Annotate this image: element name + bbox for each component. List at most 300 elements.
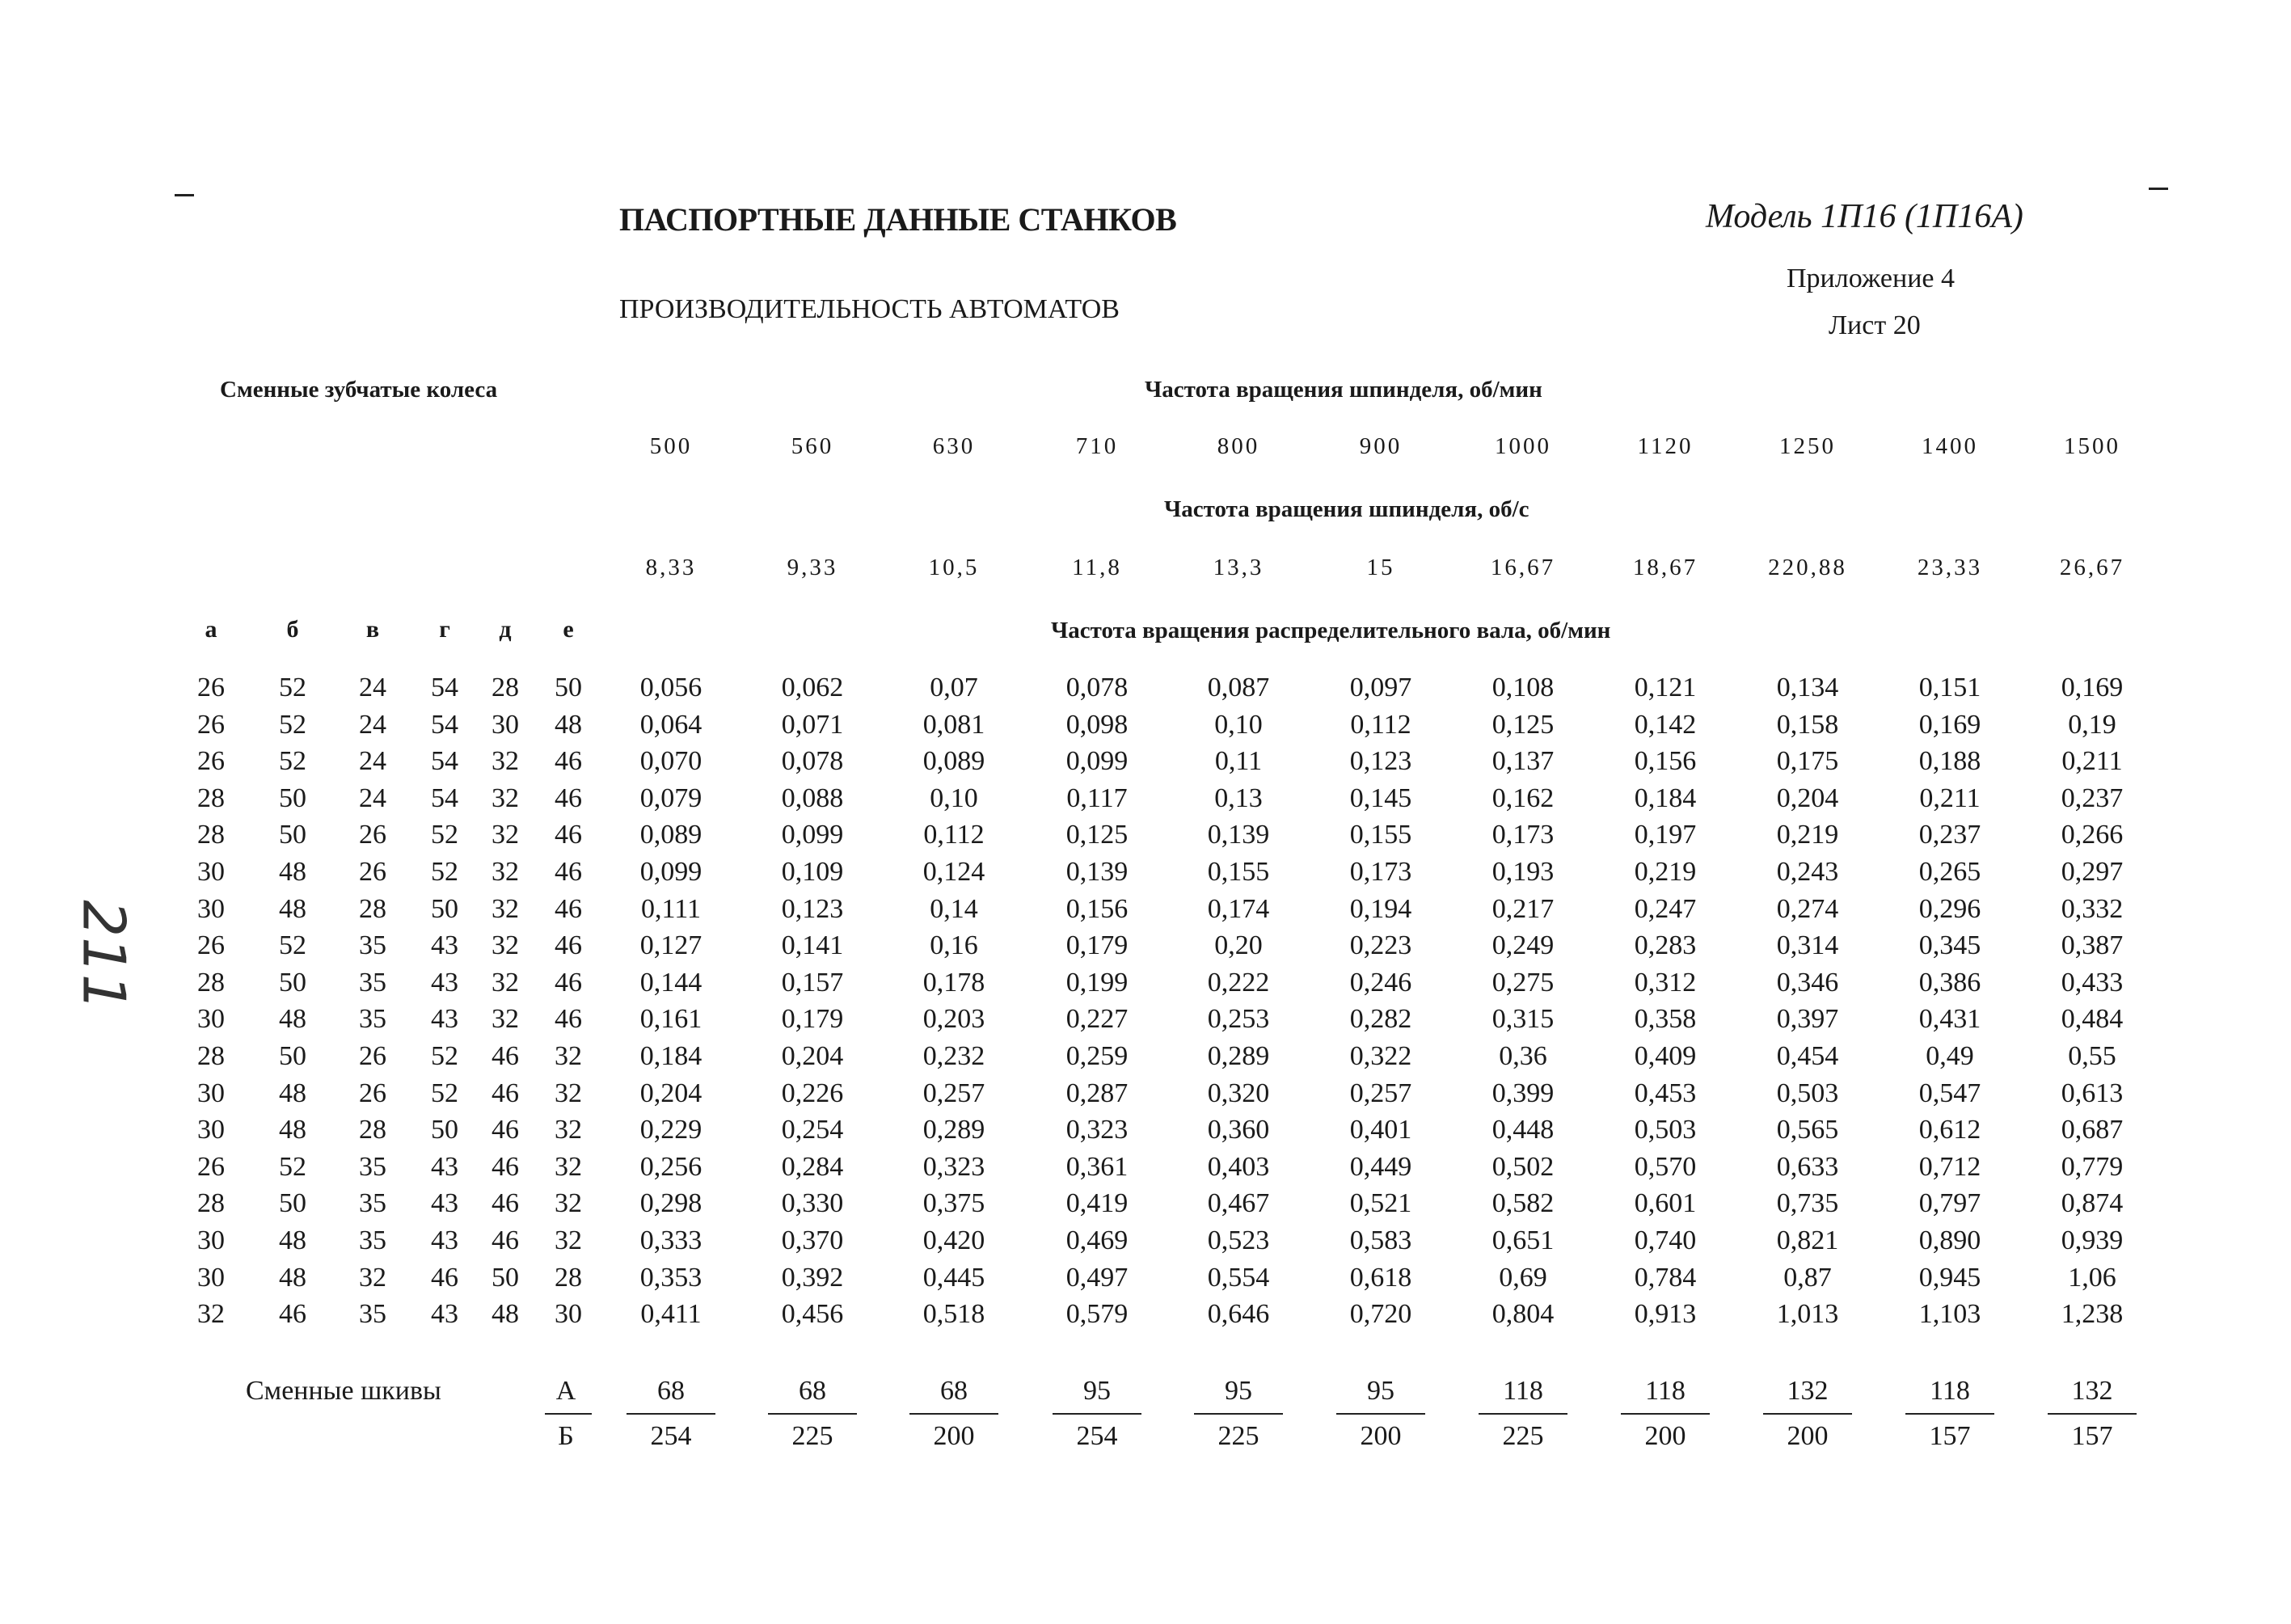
table-cell: 0,502 — [1491, 1151, 1555, 1182]
table-cell: 0,254 — [781, 1115, 844, 1145]
table-cell: 0,289 — [922, 1115, 985, 1145]
pulley-b-value: 200 — [1360, 1421, 1402, 1451]
pulley-b-value: 225 — [791, 1421, 833, 1451]
table-cell: 0,081 — [922, 709, 985, 740]
pulley-b-value: 200 — [1644, 1421, 1686, 1451]
pulley-b-value: 225 — [1502, 1421, 1544, 1451]
table-cell: 0,243 — [1776, 857, 1839, 887]
gear-cell: 46 — [431, 1262, 458, 1293]
gear-cell: 26 — [197, 709, 225, 740]
table-cell: 0,204 — [781, 1041, 844, 1071]
gear-cell: 30 — [197, 893, 225, 924]
gear-cell: 26 — [359, 857, 386, 887]
gear-cell: 46 — [555, 820, 582, 850]
gear-cell: 26 — [197, 673, 225, 702]
gear-cell: 43 — [431, 1004, 458, 1035]
gear-cell: 32 — [197, 1299, 225, 1330]
pulley-fraction-line — [545, 1413, 592, 1415]
pulley-a-value: 95 — [1083, 1376, 1111, 1406]
table-cell: 0,151 — [1918, 673, 1981, 702]
pulley-fraction-line — [909, 1413, 998, 1415]
gear-cell: 52 — [279, 746, 306, 777]
gear-cell: 46 — [555, 857, 582, 887]
table-cell: 0,123 — [781, 893, 844, 924]
gear-cell: 32 — [492, 930, 519, 961]
table-cell: 0,821 — [1776, 1225, 1839, 1255]
table-cell: 0,503 — [1776, 1078, 1839, 1108]
gear-cell: 28 — [359, 1115, 386, 1145]
pulley-a-value: 118 — [1645, 1376, 1686, 1406]
table-cell: 1,103 — [1918, 1299, 1981, 1330]
table-cell: 0,779 — [2061, 1151, 2124, 1182]
gear-cell: 46 — [492, 1041, 519, 1071]
table-cell: 0,188 — [1918, 746, 1981, 777]
table-cell: 0,156 — [1065, 893, 1129, 924]
gear-cell: 48 — [492, 1299, 519, 1330]
gear-cell: 46 — [492, 1115, 519, 1145]
table-cell: 0,211 — [2061, 746, 2123, 777]
rpm-value: 560 — [791, 433, 834, 459]
table-cell: 0,332 — [2061, 893, 2124, 924]
sheet-label: Лист 20 — [1829, 310, 1921, 340]
table-cell: 0,07 — [930, 673, 978, 702]
table-cell: 0,601 — [1634, 1188, 1697, 1219]
gear-cell: 46 — [555, 967, 582, 998]
table-cell: 0,283 — [1634, 930, 1697, 961]
gear-cell: 50 — [279, 1188, 306, 1219]
table-cell: 0,109 — [781, 857, 844, 887]
gear-cell: 24 — [359, 782, 386, 813]
gear-cell: 48 — [279, 1078, 306, 1108]
table-cell: 0,099 — [639, 857, 702, 887]
table-cell: 0,312 — [1634, 967, 1697, 998]
table-cell: 0,184 — [1634, 782, 1697, 813]
gear-cell: 26 — [359, 820, 386, 850]
gear-cell: 28 — [197, 967, 225, 998]
pulley-fraction-line — [1194, 1413, 1283, 1415]
table-cell: 0,157 — [781, 967, 844, 998]
rps-value: 8,33 — [645, 555, 697, 580]
table-cell: 0,712 — [1918, 1151, 1981, 1182]
gear-cell: 30 — [197, 1004, 225, 1035]
pulley-a-value: 132 — [1787, 1376, 1829, 1406]
table-cell: 0,358 — [1634, 1004, 1697, 1035]
table-cell: 0,322 — [1349, 1041, 1412, 1071]
table-cell: 0,256 — [639, 1151, 702, 1182]
table-cell: 0,315 — [1491, 1004, 1555, 1035]
pulley-fraction-line — [1336, 1413, 1425, 1415]
table-cell: 0,913 — [1634, 1299, 1697, 1330]
table-cell: 0,099 — [1065, 746, 1129, 777]
table-cell: 0,134 — [1776, 673, 1839, 702]
gear-cell: 28 — [197, 820, 225, 850]
gear-cell: 32 — [492, 820, 519, 850]
table-cell: 0,199 — [1065, 967, 1129, 998]
table-cell: 0,612 — [1918, 1115, 1981, 1145]
gear-cell: 52 — [431, 820, 458, 850]
gear-cell: 50 — [492, 1262, 519, 1293]
table-cell: 0,253 — [1207, 1004, 1270, 1035]
table-cell: 0,296 — [1918, 893, 1981, 924]
pulley-b-value: 157 — [2071, 1421, 2113, 1451]
table-cell: 0,193 — [1491, 857, 1555, 887]
gear-cell: 32 — [359, 1262, 386, 1293]
pulley-a-value: 118 — [1503, 1376, 1543, 1406]
rps-value: 23,33 — [1917, 555, 1983, 580]
rpm-value: 500 — [649, 433, 693, 459]
shaft-header: Частота вращения распределительного вала, об/мин — [1051, 618, 1611, 643]
table-cell: 0,089 — [922, 746, 985, 777]
gear-cell: 52 — [279, 930, 306, 961]
table-cell: 0,098 — [1065, 709, 1129, 740]
table-cell: 0,583 — [1349, 1225, 1412, 1255]
table-cell: 0,125 — [1065, 820, 1129, 850]
table-cell: 0,203 — [922, 1004, 985, 1035]
gear-cell: 32 — [492, 782, 519, 813]
gear-cell: 26 — [197, 1151, 225, 1182]
table-cell: 0,297 — [2061, 857, 2124, 887]
rpm-value: 710 — [1075, 433, 1119, 459]
table-cell: 0,246 — [1349, 967, 1412, 998]
gear-cell: 52 — [279, 709, 306, 740]
table-cell: 0,087 — [1207, 673, 1270, 702]
pulley-fraction-line — [1479, 1413, 1567, 1415]
table-cell: 0,333 — [639, 1225, 702, 1255]
rps-value: 16,67 — [1490, 555, 1556, 580]
table-cell: 0,939 — [2061, 1225, 2124, 1255]
table-cell: 0,403 — [1207, 1151, 1270, 1182]
table-cell: 0,370 — [781, 1225, 844, 1255]
table-cell: 0,420 — [922, 1225, 985, 1255]
gear-cell: 50 — [555, 673, 582, 702]
gear-cell: 50 — [279, 782, 306, 813]
gear-cell: 52 — [431, 1041, 458, 1071]
gear-cell: 48 — [279, 857, 306, 887]
gear-cell: 30 — [197, 1262, 225, 1293]
gear-cell: 28 — [197, 782, 225, 813]
table-cell: 0,121 — [1634, 673, 1697, 702]
table-cell: 0,345 — [1918, 930, 1981, 961]
table-cell: 0,137 — [1491, 746, 1555, 777]
pulley-fraction-line — [768, 1413, 857, 1415]
table-cell: 0,289 — [1207, 1041, 1270, 1071]
gear-cell: 28 — [359, 893, 386, 924]
table-cell: 0,259 — [1065, 1041, 1129, 1071]
table-cell: 0,155 — [1349, 820, 1412, 850]
gear-cell: 46 — [555, 782, 582, 813]
table-cell: 0,456 — [781, 1299, 844, 1330]
table-cell: 0,194 — [1349, 893, 1412, 924]
table-cell: 0,282 — [1349, 1004, 1412, 1035]
table-cell: 0,523 — [1207, 1225, 1270, 1255]
gear-cell: 32 — [492, 967, 519, 998]
gear-cell: 32 — [555, 1078, 582, 1108]
table-cell: 0,687 — [2061, 1115, 2124, 1145]
pulley-a-value: 95 — [1367, 1376, 1394, 1406]
table-cell: 0,454 — [1776, 1041, 1839, 1071]
gear-cell: 28 — [197, 1188, 225, 1219]
table-cell: 0,579 — [1065, 1299, 1129, 1330]
table-cell: 0,156 — [1634, 746, 1697, 777]
gear-column-header: г — [439, 616, 450, 643]
table-cell: 1,06 — [2068, 1262, 2116, 1293]
pulley-a-value: 68 — [799, 1376, 826, 1406]
rps-value: 11,8 — [1072, 555, 1122, 580]
gear-cell: 24 — [359, 709, 386, 740]
gear-cell: 52 — [279, 673, 306, 702]
gear-cell: 50 — [431, 893, 458, 924]
pulley-fraction-line — [1763, 1413, 1852, 1415]
pulley-a-value: 68 — [940, 1376, 968, 1406]
table-cell: 0,169 — [1918, 709, 1981, 740]
table-cell: 0,266 — [2061, 820, 2124, 850]
table-cell: 0,13 — [1214, 782, 1263, 813]
gear-cell: 54 — [431, 782, 458, 813]
rpm-value: 800 — [1217, 433, 1260, 459]
table-cell: 0,142 — [1634, 709, 1697, 740]
table-cell: 0,219 — [1634, 857, 1697, 887]
gear-cell: 46 — [492, 1151, 519, 1182]
table-cell: 0,633 — [1776, 1151, 1839, 1182]
table-cell: 0,613 — [2061, 1078, 2124, 1108]
gear-cell: 35 — [359, 1225, 386, 1255]
table-cell: 0,071 — [781, 709, 844, 740]
table-cell: 0,155 — [1207, 857, 1270, 887]
gear-cell: 35 — [359, 1151, 386, 1182]
pulley-a-value: 132 — [2071, 1376, 2113, 1406]
table-cell: 0,257 — [1349, 1078, 1412, 1108]
rpm-value: 1000 — [1495, 433, 1551, 459]
table-cell: 0,386 — [1918, 967, 1981, 998]
gear-cell: 35 — [359, 1004, 386, 1035]
table-cell: 0,219 — [1776, 820, 1839, 850]
table-cell: 0,229 — [639, 1115, 702, 1145]
table-cell: 0,401 — [1349, 1115, 1412, 1145]
table-cell: 0,204 — [1776, 782, 1839, 813]
gear-cell: 32 — [555, 1115, 582, 1145]
gear-cell: 35 — [359, 1188, 386, 1219]
table-cell: 0,173 — [1491, 820, 1555, 850]
pulley-fraction-line — [627, 1413, 715, 1415]
table-cell: 0,298 — [639, 1188, 702, 1219]
table-cell: 0,397 — [1776, 1004, 1839, 1035]
table-cell: 0,646 — [1207, 1299, 1270, 1330]
table-cell: 0,070 — [639, 746, 702, 777]
table-cell: 0,178 — [922, 967, 985, 998]
gear-cell: 48 — [279, 1115, 306, 1145]
pulley-fraction-line — [1053, 1413, 1141, 1415]
table-cell: 0,144 — [639, 967, 702, 998]
gear-cell: 30 — [197, 1225, 225, 1255]
gear-cell: 48 — [279, 893, 306, 924]
gear-cell: 35 — [359, 967, 386, 998]
table-cell: 1,013 — [1776, 1299, 1839, 1330]
table-cell: 0,222 — [1207, 967, 1270, 998]
rpm-value: 1500 — [2064, 433, 2120, 459]
pulley-fraction-line — [2048, 1413, 2137, 1415]
rpm-header: Частота вращения шпинделя, об/мин — [1145, 377, 1542, 403]
table-cell: 0,232 — [922, 1041, 985, 1071]
handwritten-page-number: 211 — [70, 900, 138, 1011]
rps-value: 15 — [1366, 555, 1395, 580]
table-cell: 0,445 — [922, 1262, 985, 1293]
table-cell: 0,099 — [781, 820, 844, 850]
pulley-b-value: 200 — [933, 1421, 975, 1451]
table-cell: 0,226 — [781, 1078, 844, 1108]
gear-cell: 46 — [555, 893, 582, 924]
table-cell: 0,162 — [1491, 782, 1555, 813]
table-cell: 0,484 — [2061, 1004, 2124, 1035]
gear-column-header: б — [286, 616, 299, 643]
gear-cell: 32 — [555, 1151, 582, 1182]
gear-cell: 50 — [279, 967, 306, 998]
table-cell: 0,518 — [922, 1299, 985, 1330]
table-cell: 0,399 — [1491, 1078, 1555, 1108]
gear-cell: 48 — [279, 1225, 306, 1255]
table-cell: 0,87 — [1783, 1262, 1832, 1293]
rpm-value: 630 — [932, 433, 976, 459]
table-cell: 0,10 — [1214, 709, 1263, 740]
table-cell: 0,139 — [1065, 857, 1129, 887]
appendix-label: Приложение 4 — [1787, 264, 1955, 293]
gear-cell: 48 — [279, 1262, 306, 1293]
table-cell: 0,127 — [639, 930, 702, 961]
rps-value: 13,3 — [1213, 555, 1264, 580]
table-cell: 0,55 — [2068, 1041, 2116, 1071]
table-cell: 0,062 — [781, 673, 844, 702]
gear-cell: 26 — [359, 1078, 386, 1108]
model-label: Модель 1П16 (1П16А) — [1706, 198, 2023, 235]
table-cell: 0,547 — [1918, 1078, 1981, 1108]
rps-value: 10,5 — [928, 555, 980, 580]
table-cell: 0,330 — [781, 1188, 844, 1219]
pulley-b-value: 254 — [1076, 1421, 1118, 1451]
table-cell: 0,387 — [2061, 930, 2124, 961]
table-cell: 0,14 — [930, 893, 978, 924]
rps-header: Частота вращения шпинделя, об/с — [1164, 496, 1529, 522]
pulley-fraction-line — [1621, 1413, 1710, 1415]
pulleys-label: Сменные шкивы — [246, 1376, 441, 1406]
gear-cell: 48 — [555, 709, 582, 740]
gear-cell: 30 — [197, 857, 225, 887]
gear-cell: 52 — [431, 857, 458, 887]
table-cell: 0,265 — [1918, 857, 1981, 887]
table-cell: 0,804 — [1491, 1299, 1555, 1330]
gear-cell: 46 — [492, 1225, 519, 1255]
table-cell: 0,651 — [1491, 1225, 1555, 1255]
table-cell: 0,469 — [1065, 1225, 1129, 1255]
table-cell: 0,173 — [1349, 857, 1412, 887]
gear-cell: 35 — [359, 930, 386, 961]
gear-cell: 28 — [197, 1041, 225, 1071]
rpm-value: 1120 — [1637, 433, 1694, 459]
table-cell: 0,141 — [781, 930, 844, 961]
table-cell: 0,618 — [1349, 1262, 1412, 1293]
gear-cell: 54 — [431, 709, 458, 740]
gear-cell: 28 — [492, 673, 519, 702]
gear-cell: 50 — [431, 1115, 458, 1145]
corner-mark-left — [175, 194, 194, 196]
gear-cell: 54 — [431, 746, 458, 777]
table-cell: 0,346 — [1776, 967, 1839, 998]
gear-cell: 28 — [555, 1262, 582, 1293]
gear-cell: 52 — [279, 1151, 306, 1182]
table-cell: 0,078 — [1065, 673, 1129, 702]
gear-cell: 46 — [555, 930, 582, 961]
gear-cell: 46 — [555, 1004, 582, 1035]
gear-cell: 32 — [555, 1225, 582, 1255]
table-cell: 0,323 — [922, 1151, 985, 1182]
table-cell: 0,056 — [639, 673, 702, 702]
table-cell: 0,11 — [1214, 746, 1263, 777]
table-cell: 0,797 — [1918, 1188, 1981, 1219]
table-cell: 0,161 — [639, 1004, 702, 1035]
table-cell: 0,064 — [639, 709, 702, 740]
table-cell: 0,211 — [1919, 782, 1981, 813]
table-cell: 0,720 — [1349, 1299, 1412, 1330]
table-cell: 0,890 — [1918, 1225, 1981, 1255]
table-cell: 0,314 — [1776, 930, 1839, 961]
pulley-b-label: Б — [558, 1421, 574, 1451]
table-cell: 0,392 — [781, 1262, 844, 1293]
table-cell: 0,570 — [1634, 1151, 1697, 1182]
table-cell: 0,735 — [1776, 1188, 1839, 1219]
gear-column-header: е — [563, 616, 574, 643]
corner-mark-right — [2149, 188, 2168, 190]
table-cell: 0,139 — [1207, 820, 1270, 850]
table-cell: 0,175 — [1776, 746, 1839, 777]
table-cell: 0,112 — [1350, 709, 1411, 740]
table-cell: 0,217 — [1491, 893, 1555, 924]
table-cell: 0,247 — [1634, 893, 1697, 924]
table-cell: 0,111 — [641, 893, 701, 924]
gear-cell: 43 — [431, 1299, 458, 1330]
gear-cell: 32 — [555, 1041, 582, 1071]
table-cell: 0,740 — [1634, 1225, 1697, 1255]
gear-cell: 43 — [431, 967, 458, 998]
rpm-value: 1400 — [1922, 433, 1978, 459]
pulley-a-value: 68 — [657, 1376, 685, 1406]
table-cell: 0,10 — [930, 782, 978, 813]
table-cell: 0,123 — [1349, 746, 1412, 777]
table-cell: 0,117 — [1066, 782, 1128, 813]
rps-value: 9,33 — [787, 555, 838, 580]
table-cell: 0,287 — [1065, 1078, 1129, 1108]
gear-cell: 43 — [431, 1151, 458, 1182]
pulley-b-value: 200 — [1787, 1421, 1829, 1451]
table-cell: 0,125 — [1491, 709, 1555, 740]
table-cell: 0,20 — [1214, 930, 1263, 961]
table-cell: 0,497 — [1065, 1262, 1129, 1293]
gear-cell: 46 — [555, 746, 582, 777]
table-cell: 0,49 — [1926, 1041, 1974, 1071]
table-cell: 0,257 — [922, 1078, 985, 1108]
gear-cell: 30 — [197, 1078, 225, 1108]
table-cell: 0,320 — [1207, 1078, 1270, 1108]
gear-cell: 30 — [555, 1299, 582, 1330]
gears-header: Сменные зубчатые колеса — [220, 377, 498, 403]
table-cell: 0,874 — [2061, 1188, 2124, 1219]
gear-cell: 43 — [431, 930, 458, 961]
table-cell: 0,237 — [2061, 782, 2124, 813]
table-cell: 0,079 — [639, 782, 702, 813]
rps-value: 26,67 — [2059, 555, 2125, 580]
table-cell: 0,249 — [1491, 930, 1555, 961]
table-cell: 0,945 — [1918, 1262, 1981, 1293]
gear-column-header: в — [365, 616, 380, 643]
table-cell: 0,431 — [1918, 1004, 1981, 1035]
table-cell: 0,554 — [1207, 1262, 1270, 1293]
